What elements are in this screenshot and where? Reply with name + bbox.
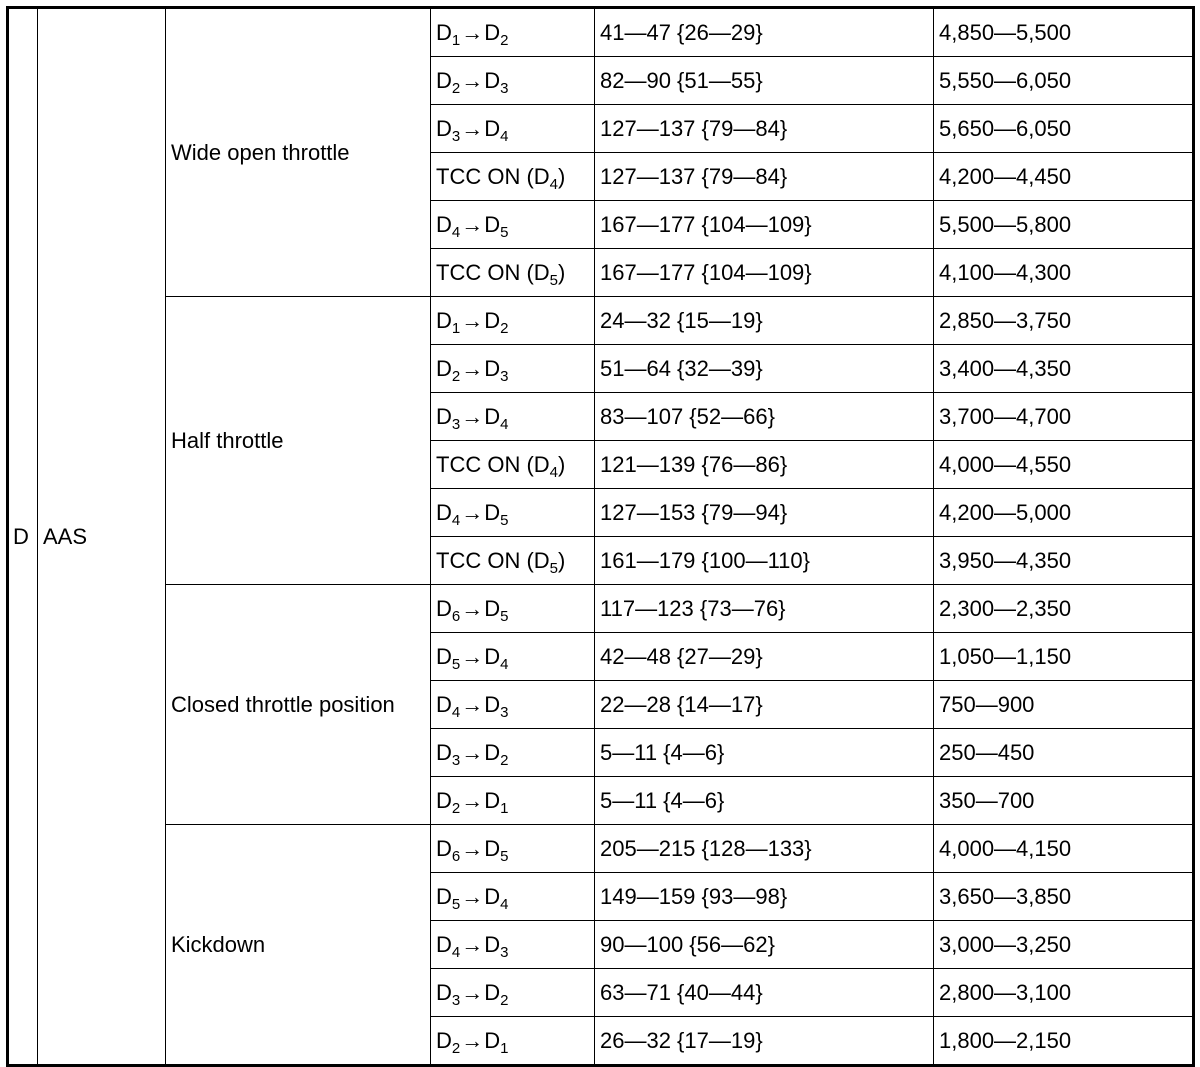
engine-speed-cell: 1,050—1,150 [934, 633, 1194, 681]
to-gear-subscript: 5 [500, 847, 509, 865]
vehicle-speed-cell: 63—71 {40—44} [595, 969, 934, 1017]
engine-speed-cell: 4,200—4,450 [934, 153, 1194, 201]
shift-arrow-icon: → [461, 211, 484, 237]
shift-cell [431, 393, 595, 441]
from-gear-subscript: 2 [451, 1039, 461, 1057]
shift-arrow-icon: → [461, 643, 484, 669]
tcc-close: ) [558, 451, 566, 477]
to-gear: D [484, 19, 501, 45]
shift-arrow-icon: → [461, 595, 484, 621]
shift-cell [431, 633, 595, 681]
to-gear-subscript: 4 [500, 415, 509, 433]
vehicle-speed-cell: 90—100 {56—62} [595, 921, 934, 969]
to-gear: D [484, 643, 501, 669]
from-gear-subscript: 4 [451, 943, 461, 961]
to-gear-subscript: 1 [500, 799, 509, 817]
shift-cell [431, 681, 595, 729]
to-gear-subscript: 3 [500, 703, 509, 721]
shift-arrow-icon: → [461, 19, 484, 45]
shift-arrow-icon: → [461, 67, 484, 93]
to-gear-subscript: 4 [500, 895, 509, 913]
vehicle-speed-cell: 127—153 {79—94} [595, 489, 934, 537]
from-gear-subscript: 4 [451, 223, 461, 241]
engine-speed-cell: 4,000—4,550 [934, 441, 1194, 489]
to-gear: D [484, 883, 501, 909]
from-gear: D [436, 931, 452, 957]
from-gear-subscript: 5 [451, 655, 461, 673]
shift-cell [431, 969, 595, 1017]
engine-speed-cell: 1,800—2,150 [934, 1017, 1194, 1066]
gear-subscript: 5 [549, 271, 558, 289]
engine-speed-cell: 3,000—3,250 [934, 921, 1194, 969]
to-gear: D [484, 931, 501, 957]
from-gear-subscript: 1 [451, 31, 461, 49]
shift-cell [431, 441, 595, 489]
shift-arrow-icon: → [461, 979, 484, 1005]
gear-subscript: 4 [549, 463, 558, 481]
to-gear-subscript: 2 [500, 319, 509, 337]
shift-cell [431, 921, 595, 969]
shift-cell [431, 537, 595, 585]
from-gear: D [436, 739, 452, 765]
from-gear-subscript: 2 [451, 367, 461, 385]
to-gear-subscript: 2 [500, 31, 509, 49]
to-gear: D [484, 115, 501, 141]
from-gear-subscript: 3 [451, 415, 461, 433]
shift-cell [431, 105, 595, 153]
shift-cell [431, 57, 595, 105]
from-gear-subscript: 5 [451, 895, 461, 913]
engine-speed-cell: 4,100—4,300 [934, 249, 1194, 297]
shift-cell [431, 825, 595, 873]
tcc-label: TCC ON (D [436, 163, 550, 189]
shift-cell [431, 153, 595, 201]
engine-speed-cell: 350—700 [934, 777, 1194, 825]
engine-speed-cell: 4,850—5,500 [934, 8, 1194, 57]
vehicle-speed-cell: 5—11 {4—6} [595, 777, 934, 825]
shift-arrow-icon: → [461, 931, 484, 957]
engine-speed-cell: 250—450 [934, 729, 1194, 777]
table-row [8, 8, 1194, 57]
shift-cell [431, 297, 595, 345]
to-gear: D [484, 67, 501, 93]
table-row [8, 585, 1194, 633]
to-gear-subscript: 5 [500, 223, 509, 241]
from-gear-subscript: 3 [451, 127, 461, 145]
engine-speed-cell: 3,700—4,700 [934, 393, 1194, 441]
vehicle-speed-cell: 83—107 {52—66} [595, 393, 934, 441]
vehicle-speed-cell: 117—123 {73—76} [595, 585, 934, 633]
mode-cell: AAS [38, 8, 166, 1066]
engine-speed-cell: 5,550—6,050 [934, 57, 1194, 105]
from-gear-subscript: 6 [451, 607, 461, 625]
engine-speed-cell: 2,800—3,100 [934, 969, 1194, 1017]
shift-cell [431, 249, 595, 297]
shift-cell [431, 777, 595, 825]
shift-cell [431, 201, 595, 249]
to-gear-subscript: 5 [500, 511, 509, 529]
from-gear: D [436, 307, 452, 333]
engine-speed-cell: 4,000—4,150 [934, 825, 1194, 873]
from-gear-subscript: 3 [451, 751, 461, 769]
to-gear: D [484, 595, 501, 621]
throttle-condition-cell: Half throttle [166, 297, 431, 585]
vehicle-speed-cell: 161—179 {100—110} [595, 537, 934, 585]
from-gear: D [436, 691, 452, 717]
engine-speed-cell: 750—900 [934, 681, 1194, 729]
to-gear-subscript: 4 [500, 127, 509, 145]
vehicle-speed-cell: 121—139 {76—86} [595, 441, 934, 489]
to-gear: D [484, 835, 501, 861]
engine-speed-cell: 3,400—4,350 [934, 345, 1194, 393]
engine-speed-cell: 3,950—4,350 [934, 537, 1194, 585]
to-gear: D [484, 1027, 501, 1053]
tcc-close: ) [558, 259, 566, 285]
engine-speed-cell: 5,500—5,800 [934, 201, 1194, 249]
gear-subscript: 5 [549, 559, 558, 577]
shift-cell [431, 489, 595, 537]
from-gear: D [436, 115, 452, 141]
shift-cell [431, 345, 595, 393]
shift-arrow-icon: → [461, 307, 484, 333]
shift-arrow-icon: → [461, 115, 484, 141]
from-gear: D [436, 595, 452, 621]
to-gear-subscript: 3 [500, 367, 509, 385]
table-row [8, 297, 1194, 345]
to-gear-subscript: 1 [500, 1039, 509, 1057]
from-gear: D [436, 643, 452, 669]
from-gear: D [436, 787, 452, 813]
engine-speed-cell: 2,300—2,350 [934, 585, 1194, 633]
vehicle-speed-cell: 42—48 {27—29} [595, 633, 934, 681]
shift-cell [431, 8, 595, 57]
from-gear: D [436, 835, 452, 861]
tcc-label: TCC ON (D [436, 259, 550, 285]
vehicle-speed-cell: 24—32 {15—19} [595, 297, 934, 345]
from-gear: D [436, 979, 452, 1005]
gear-subscript: 4 [549, 175, 558, 193]
throttle-condition-cell: Closed throttle position [166, 585, 431, 825]
to-gear: D [484, 403, 501, 429]
from-gear: D [436, 67, 452, 93]
shift-arrow-icon: → [461, 355, 484, 381]
to-gear-subscript: 2 [500, 991, 509, 1009]
vehicle-speed-cell: 51—64 {32—39} [595, 345, 934, 393]
shift-arrow-icon: → [461, 403, 484, 429]
shift-point-table [6, 6, 1195, 1067]
shift-cell [431, 729, 595, 777]
table-body [8, 8, 1194, 1066]
shift-arrow-icon: → [461, 1027, 484, 1053]
from-gear: D [436, 355, 452, 381]
range-cell: D [8, 8, 38, 1066]
vehicle-speed-cell: 127—137 {79—84} [595, 153, 934, 201]
to-gear-subscript: 2 [500, 751, 509, 769]
vehicle-speed-cell: 82—90 {51—55} [595, 57, 934, 105]
from-gear-subscript: 2 [451, 799, 461, 817]
from-gear-subscript: 3 [451, 991, 461, 1009]
to-gear: D [484, 355, 501, 381]
from-gear: D [436, 403, 452, 429]
vehicle-speed-cell: 26—32 {17—19} [595, 1017, 934, 1066]
vehicle-speed-cell: 205—215 {128—133} [595, 825, 934, 873]
to-gear: D [484, 979, 501, 1005]
shift-arrow-icon: → [461, 739, 484, 765]
engine-speed-cell: 4,200—5,000 [934, 489, 1194, 537]
tcc-label: TCC ON (D [436, 451, 550, 477]
to-gear: D [484, 739, 501, 765]
shift-arrow-icon: → [461, 499, 484, 525]
engine-speed-cell: 3,650—3,850 [934, 873, 1194, 921]
shift-cell [431, 1017, 595, 1066]
table-row [8, 825, 1194, 873]
throttle-condition-cell: Wide open throttle [166, 8, 431, 297]
from-gear-subscript: 1 [451, 319, 461, 337]
tcc-label: TCC ON (D [436, 547, 550, 573]
vehicle-speed-cell: 149—159 {93—98} [595, 873, 934, 921]
from-gear-subscript: 2 [451, 79, 461, 97]
from-gear: D [436, 883, 452, 909]
shift-arrow-icon: → [461, 691, 484, 717]
shift-cell [431, 585, 595, 633]
engine-speed-cell: 2,850—3,750 [934, 297, 1194, 345]
throttle-condition-cell: Kickdown [166, 825, 431, 1066]
from-gear: D [436, 499, 452, 525]
shift-arrow-icon: → [461, 883, 484, 909]
vehicle-speed-cell: 41—47 {26—29} [595, 8, 934, 57]
vehicle-speed-cell: 127—137 {79—84} [595, 105, 934, 153]
from-gear-subscript: 4 [451, 511, 461, 529]
tcc-close: ) [558, 163, 566, 189]
to-gear: D [484, 499, 501, 525]
engine-speed-cell: 5,650—6,050 [934, 105, 1194, 153]
vehicle-speed-cell: 167—177 {104—109} [595, 201, 934, 249]
vehicle-speed-cell: 22—28 {14—17} [595, 681, 934, 729]
shift-arrow-icon: → [461, 787, 484, 813]
to-gear: D [484, 787, 501, 813]
from-gear-subscript: 6 [451, 847, 461, 865]
to-gear: D [484, 691, 501, 717]
from-gear: D [436, 19, 452, 45]
tcc-close: ) [558, 547, 566, 573]
from-gear: D [436, 211, 452, 237]
vehicle-speed-cell: 167—177 {104—109} [595, 249, 934, 297]
from-gear-subscript: 4 [451, 703, 461, 721]
to-gear: D [484, 211, 501, 237]
from-gear: D [436, 1027, 452, 1053]
shift-arrow-icon: → [461, 835, 484, 861]
to-gear: D [484, 307, 501, 333]
shift-cell [431, 873, 595, 921]
to-gear-subscript: 4 [500, 655, 509, 673]
vehicle-speed-cell: 5—11 {4—6} [595, 729, 934, 777]
to-gear-subscript: 3 [500, 79, 509, 97]
to-gear-subscript: 5 [500, 607, 509, 625]
to-gear-subscript: 3 [500, 943, 509, 961]
